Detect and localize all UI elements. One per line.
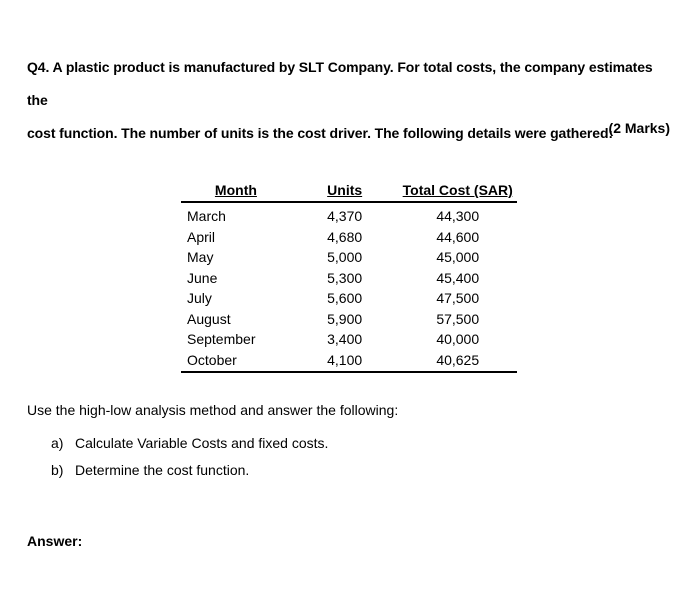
cell-cost: 40,625 — [398, 350, 517, 373]
cell-cost: 47,500 — [436, 290, 480, 306]
table-row — [181, 309, 517, 330]
cell-cost: 44,600 — [436, 228, 480, 245]
header-units: Units — [291, 179, 399, 202]
subquestion-letter: b) — [51, 462, 64, 478]
cell-month: September — [187, 331, 256, 347]
cell-units: 4,680 — [327, 228, 363, 245]
subquestion-text: Determine the cost function. — [75, 462, 250, 478]
cost-data-table — [181, 179, 517, 373]
question-line-2: cost function. The number of units is the cost driver. The following details were gathered: — [27, 125, 613, 141]
subquestion-b — [51, 462, 249, 478]
cell-cost: 40,000 — [436, 331, 480, 347]
table-row — [181, 268, 517, 289]
cell-cost: 45,400 — [436, 269, 480, 286]
cell-units: 3,400 — [327, 331, 363, 347]
cell-cost: 44,300 — [436, 208, 480, 224]
cell-month: August — [187, 310, 231, 327]
cell-units: 4,370 — [327, 208, 363, 224]
cell-month: October — [181, 350, 291, 373]
header-month: Month — [181, 179, 291, 202]
cell-month: April — [187, 228, 216, 245]
cell-month: June — [187, 269, 218, 286]
cell-month: May — [187, 249, 214, 265]
cell-units: 5,900 — [327, 310, 363, 327]
subquestion-text: Calculate Variable Costs and fixed costs. — [75, 435, 329, 451]
cell-cost: 45,000 — [436, 249, 480, 265]
table-row — [181, 329, 517, 350]
subquestion-a — [51, 435, 328, 451]
cell-units: 5,600 — [327, 290, 363, 306]
subquestion-letter: a) — [51, 435, 64, 451]
marks-label: (2 Marks) — [608, 120, 670, 136]
cell-cost: 57,500 — [436, 310, 480, 327]
cell-units: 5,000 — [327, 249, 363, 265]
table-row — [181, 350, 517, 373]
instruction-text: Use the high-low analysis method and answer the following: — [27, 402, 399, 418]
table-row — [181, 247, 517, 268]
header-total-cost: Total Cost (SAR) — [398, 179, 517, 202]
cell-month: March — [187, 208, 226, 224]
table-row — [181, 202, 517, 227]
cell-units: 5,300 — [327, 269, 363, 286]
table-row — [181, 227, 517, 248]
table-row — [181, 288, 517, 309]
cell-units: 4,100 — [291, 350, 399, 373]
question-line-1: Q4. A plastic product is manufactured by SLT Company. For total costs, the company estimates the — [27, 59, 653, 108]
question-text — [27, 51, 677, 150]
cell-month: July — [187, 290, 212, 306]
table-header-row — [181, 179, 517, 202]
answer-label: Answer: — [27, 533, 83, 549]
